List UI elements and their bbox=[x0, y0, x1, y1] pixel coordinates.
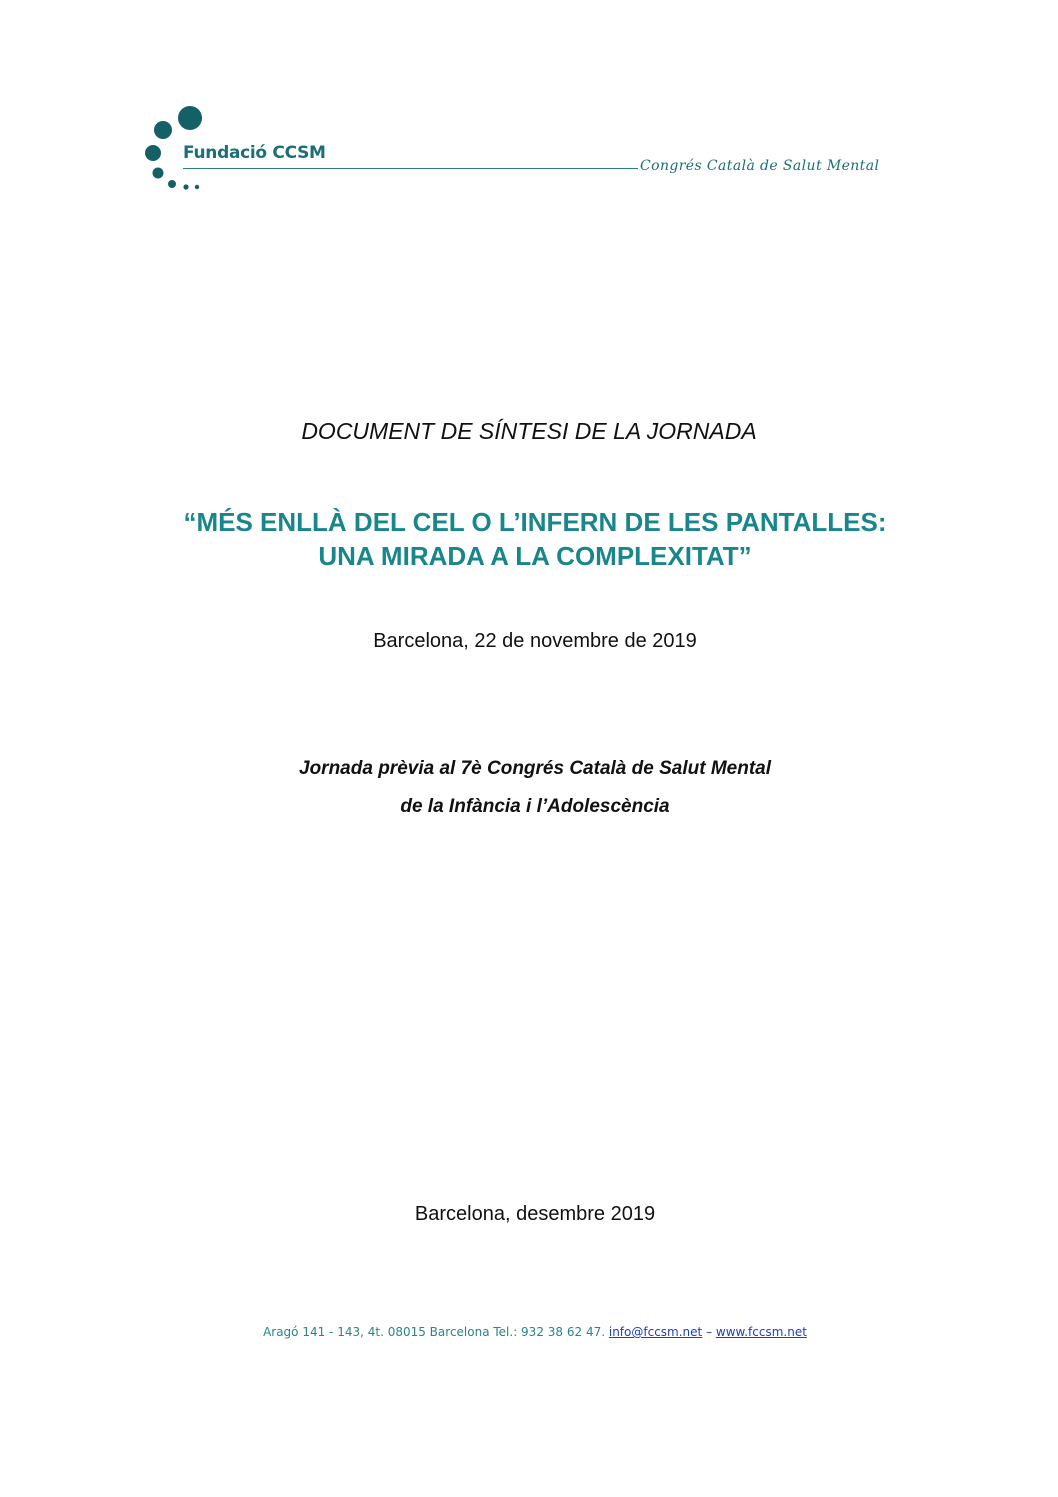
event-date: Barcelona, 22 de novembre de 2019 bbox=[373, 630, 697, 652]
footer-website-link[interactable]: www.fccsm.net bbox=[715, 1325, 807, 1339]
document-date: Barcelona, desembre 2019 bbox=[414, 1203, 656, 1225]
pre-event-note bbox=[0, 750, 1058, 826]
header-divider bbox=[183, 168, 638, 169]
document-title bbox=[0, 505, 1058, 573]
congress-name: Congrés Català de Salut Mental bbox=[640, 158, 880, 174]
title-line-1: “MÉS ENLLÀ DEL CEL O L’INFERN DE LES PANTALLES: bbox=[183, 507, 887, 537]
footer-separator: – bbox=[706, 1325, 713, 1339]
pre-event-line-2: de la Infància i l’Adolescència bbox=[400, 796, 670, 817]
document-subtitle: DOCUMENT DE SÍNTESI DE LA JORNADA bbox=[301, 418, 757, 444]
title-line-2: UNA MIRADA A LA COMPLEXITAT” bbox=[318, 541, 752, 571]
footer-email-link[interactable]: info@fccsm.net bbox=[608, 1325, 703, 1339]
footer-address: Aragó 141 - 143, 4t. 08015 Barcelona Tel.: 932 38 62 47. bbox=[263, 1325, 606, 1339]
pre-event-line-1: Jornada prèvia al 7è Congrés Català de Salut Mental bbox=[299, 758, 771, 779]
footer bbox=[0, 1325, 1058, 1339]
letterhead bbox=[0, 0, 1058, 200]
organization-name: Fundació CCSM bbox=[183, 143, 326, 163]
